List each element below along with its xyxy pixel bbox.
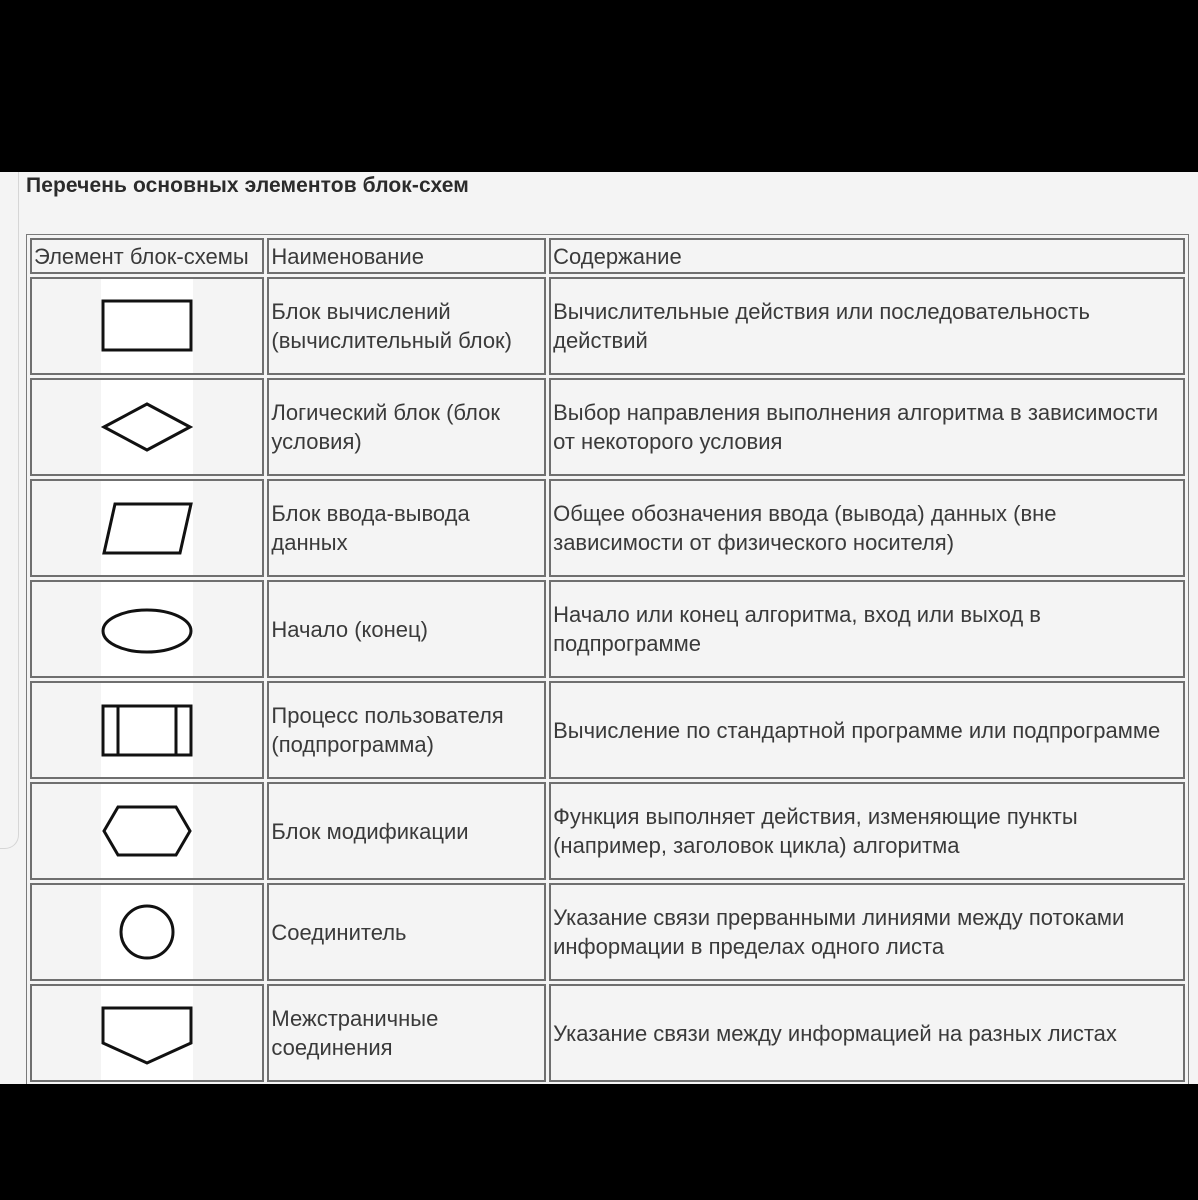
element-name: Соединитель [267,883,546,981]
element-name: Блок вычислений (вычислительный блок) [267,277,546,375]
header-content: Содержание [549,238,1185,274]
table-row [30,681,1185,779]
table-row [30,984,1185,1082]
element-content: Общее обозначения ввода (вывода) данных (вне зависимости от физического носителя) [549,479,1185,577]
element-content: Функция выполняет действия, изменяющие пункты (например, заголовок цикла) алгоритма [549,782,1185,880]
element-cell [30,277,264,375]
element-content: Указание связи между информацией на разных листах [549,984,1185,1082]
header-element: Элемент блок-схемы [30,238,264,274]
element-cell [30,681,264,779]
table-caption: Перечень основных элементов блок-схем [26,174,469,197]
table-row [30,782,1185,880]
preparation-hexagon-icon [101,784,193,878]
element-cell [30,883,264,981]
element-content: Указание связи прерванными линиями между потоками информации в пределах одного листа [549,883,1185,981]
header-name: Наименование [267,238,546,274]
element-name: Процесс пользователя (подпрограмма) [267,681,546,779]
element-cell [30,782,264,880]
offpage-connector-icon [101,986,193,1080]
element-cell [30,378,264,476]
element-name: Блок модификации [267,782,546,880]
table-row [30,378,1185,476]
decision-diamond-icon [101,380,193,474]
element-content: Вычислительные действия или последовательность действий [549,277,1185,375]
connector-circle-icon [101,885,193,979]
table-row [30,479,1185,577]
element-content: Выбор направления выполнения алгоритма в зависимости от некоторого условия [549,378,1185,476]
document-page [0,172,1198,1084]
table-header-row [30,238,1185,274]
table-row [30,580,1185,678]
element-name: Логический блок (блок условия) [267,378,546,476]
terminator-ellipse-icon [101,582,193,676]
element-content: Вычисление по стандартной программе или подпрограмме [549,681,1185,779]
element-name: Начало (конец) [267,580,546,678]
process-rectangle-icon [101,279,193,373]
table-row [30,883,1185,981]
element-cell [30,479,264,577]
flowchart-elements-table [26,234,1189,1084]
table-row [30,277,1185,375]
element-cell [30,580,264,678]
predefined-process-icon [101,683,193,777]
element-content: Начало или конец алгоритма, вход или выход в подпрограмме [549,580,1185,678]
element-cell [30,984,264,1082]
io-parallelogram-icon [101,481,193,575]
element-name: Межстраничные соединения [267,984,546,1082]
element-name: Блок ввода-вывода данных [267,479,546,577]
side-panel-edge [0,172,19,849]
